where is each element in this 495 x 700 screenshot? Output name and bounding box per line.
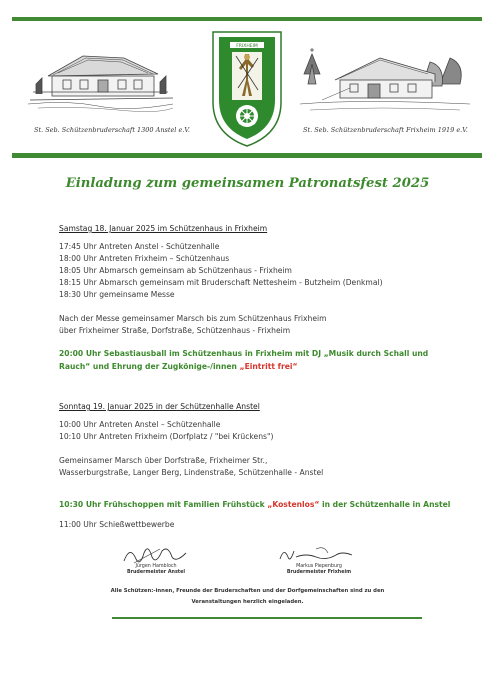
signature-right-caption (276, 564, 362, 576)
schedule-item: 11:00 Uhr Schießwettbewerbe (59, 520, 175, 529)
march-route-line: Gemeinsamer Marsch über Dorfstraße, Frixheimer Str., (59, 456, 268, 465)
club-name-anstel: St. Seb. Schützenbruderschaft 1300 Anstel e.V. (34, 126, 190, 134)
march-route-line: Wasserburgstraße, Langer Berg, Lindenstraße, Schützenhalle - Anstel (59, 468, 324, 477)
ball-announcement-cont (59, 361, 297, 373)
saturday-heading: Samstag 18. Januar 2025 im Schützenhaus in Frixheim (59, 224, 268, 233)
signatory-role: Brudermeister Frixheim (286, 570, 352, 575)
schedule-item: 10:10 Uhr Antreten Frixheim (Dorfplatz / "bei Krückens") (59, 432, 274, 441)
signature-left-caption (118, 564, 194, 576)
free-highlight: „Kostenlos“ (267, 500, 320, 509)
free-entry-highlight: „Eintritt frei“ (239, 362, 298, 371)
bottom-divider (112, 617, 422, 619)
schedule-item: 18:15 Uhr Abmarsch gemeinsam mit Bruderschaft Nettesheim - Butzheim (Denkmal) (59, 278, 383, 287)
fruehschoppen-announcement (59, 499, 450, 511)
club-name-frixheim: St. Seb. Schützenbruderschaft Frixheim 1919 e.V. (303, 126, 468, 134)
sunday-heading: Sonntag 19. Januar 2025 in der Schützenhalle Anstel (59, 402, 260, 411)
closing-invitation: Alle Schützen:-innen, Freunde der Bruderschaften und der Dorfgemeinschaften sind zu den (110, 588, 385, 594)
page-title: Einladung zum gemeinsamen Patronatsfest 2025 (65, 176, 430, 191)
signatory-role: Brudermeister Anstel (127, 570, 185, 575)
fruehschoppen-text: 10:30 Uhr Frühschoppen mit Familien Frühstück (59, 500, 268, 509)
march-route-line: Nach der Messe gemeinsamer Marsch bis zum Schützenhaus Frixheim (59, 314, 327, 323)
schedule-item: 10:00 Uhr Antreten Anstel – Schützenhalle (59, 420, 221, 429)
ball-announcement: 20:00 Uhr Sebastiausball im Schützenhaus in Frixheim mit DJ „Musik durch Schall und (59, 349, 429, 358)
schuetzenhalle-anstel-sketch (28, 44, 173, 116)
schedule-item: 18:00 Uhr Antreten Frixheim – Schützenhaus (59, 254, 230, 263)
signatory-name: Jürgen Hambloch (135, 564, 177, 569)
schedule-item: 18:05 Uhr Abmarsch gemeinsam ab Schützenhaus - Frixheim (59, 266, 292, 275)
schuetzenhaus-frixheim-sketch (300, 44, 470, 116)
signatory-name: Markus Piepenburg (296, 564, 342, 569)
top-divider (12, 17, 482, 21)
header-divider (12, 153, 482, 158)
schedule-item: 18:30 Uhr gemeinsame Messe (59, 290, 175, 299)
schedule-item: 17:45 Uhr Antreten Anstel - Schützenhalle (59, 242, 220, 251)
ball-text: Rauch“ und Ehrung der Zugkönige-/innen (59, 362, 240, 371)
st-sebastian-crest-icon (210, 30, 284, 148)
svg-text:FRIXHEIM: FRIXHEIM (236, 44, 258, 49)
march-route-line: über Frixheimer Straße, Dorfstraße, Schützenhaus - Frixheim (59, 326, 291, 335)
closing-invitation: Veranstaltungen herzlich eingeladen. (191, 599, 304, 605)
fruehschoppen-location: in der Schützenhalle in Anstel (319, 500, 451, 509)
